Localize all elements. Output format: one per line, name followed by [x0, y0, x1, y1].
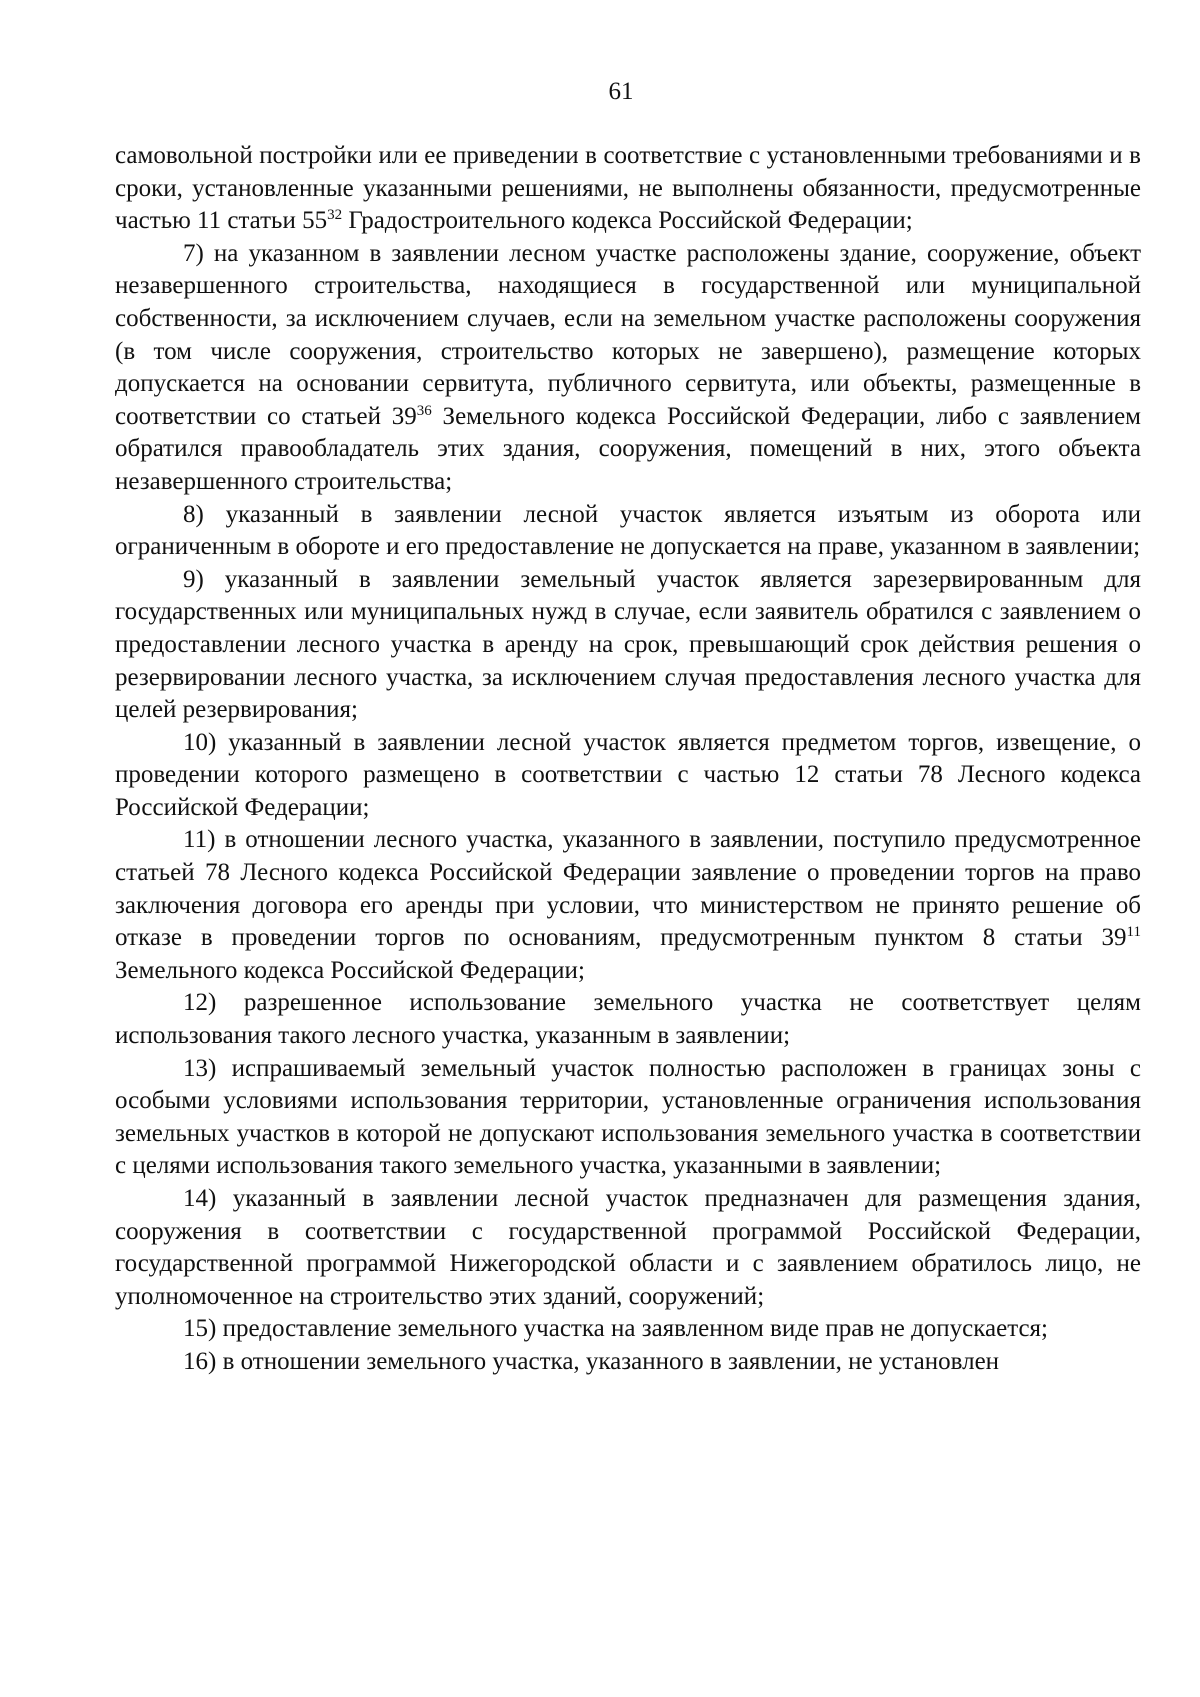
- page-number: 61: [608, 78, 634, 105]
- paragraph-item-16: 16) в отношении земельного участка, указанного в заявлении, не установлен: [183, 1347, 1000, 1375]
- paragraph-item-15: 15) предоставление земельного участка на заявленном виде прав не допускается;: [183, 1315, 1048, 1343]
- paragraph-item-14: 14) указанный в заявлении лесной участок предназначен для размещения здания, сооружения в соответствии с государственной программой Российской Федерации, государственной программой Нижегородской области и с заявлением обратилось лицо, не уполномоченное на строительство этих зданий, сооружений;: [115, 1185, 1141, 1310]
- footnote-superscript: 32: [327, 207, 343, 224]
- paragraph-item-13: 13) испрашиваемый земельный участок полностью расположен в границах зоны с особыми условиями использования территории, установленные ограничения использования земельных участков в которой не допускают использования земельного участка в соответствии с целями использования такого земельного участка, указанными в заявлении;: [115, 1054, 1141, 1180]
- paragraph-item-8: 8) указанный в заявлении лесной участок является изъятым из оборота или ограниченным в обороте и его предоставление не допускается на праве, указанном в заявлении;: [115, 500, 1141, 561]
- paragraph-item-7: 7) на указанном в заявлении лесном участке расположены здание, сооружение, объект незавершенного строительства, находящиеся в государственной или муниципальной собственности, за исключением случаев, если на земельном участке расположены сооружения (в том числе сооружения, строительство которых не завершено), размещение которых допускается на основании сервитута, публичного сервитута, или объекты, размещенные в соответствии со статьей $39^{36}$ Земельного кодекса Российской Федерации, либо с заявлением обратился правообладатель этих здания, сооружения, помещений в них, этого объекта незавершенного строительства;: [115, 239, 1141, 495]
- paragraph-item-10: 10) указанный в заявлении лесной участок является предметом торгов, извещение, о проведении которого размещено в соответствии с частью 12 статьи 78 Лесного кодекса Российской Федерации;: [115, 728, 1141, 821]
- paragraph-item-12: 12) разрешенное использование земельного участка не соответствует целям использования такого лесного участка, указанным в заявлении;: [115, 989, 1141, 1050]
- paragraph-item-11: 11) в отношении лесного участка, указанного в заявлении, поступило предусмотренное статьей 78 Лесного кодекса Российской Федерации заявление о проведении торгов на право заключения договора его аренды при условии, что министерством не принято решение об отказе в проведении торгов по основаниям, предусмотренным пунктом 8 статьи $39^{11}$ Земельного кодекса Российской Федерации;: [115, 826, 1141, 984]
- footnote-superscript: 11: [1126, 924, 1141, 941]
- paragraph-continuation: самовольной постройки или ее приведении в соответствие с установленными требованиями и в сроки, установленные указанными решениями, не выполнены обязанности, предусмотренные частью 11 статьи $55^{32}$ Градостроительного кодекса Российской Федерации;: [115, 142, 1141, 235]
- footnote-superscript: 36: [416, 402, 432, 419]
- document-body: [115, 140, 1141, 1379]
- paragraph-item-9: 9) указанный в заявлении земельный участок является зарезервированным для государственных или муниципальных нужд в случае, если заявитель обратился с заявлением о предоставлении лесного участка в аренду на срок, превышающий срок действия решения о резервировании лесного участка, за исключением случая предоставления лесного участка для целей резервирования;: [115, 565, 1141, 724]
